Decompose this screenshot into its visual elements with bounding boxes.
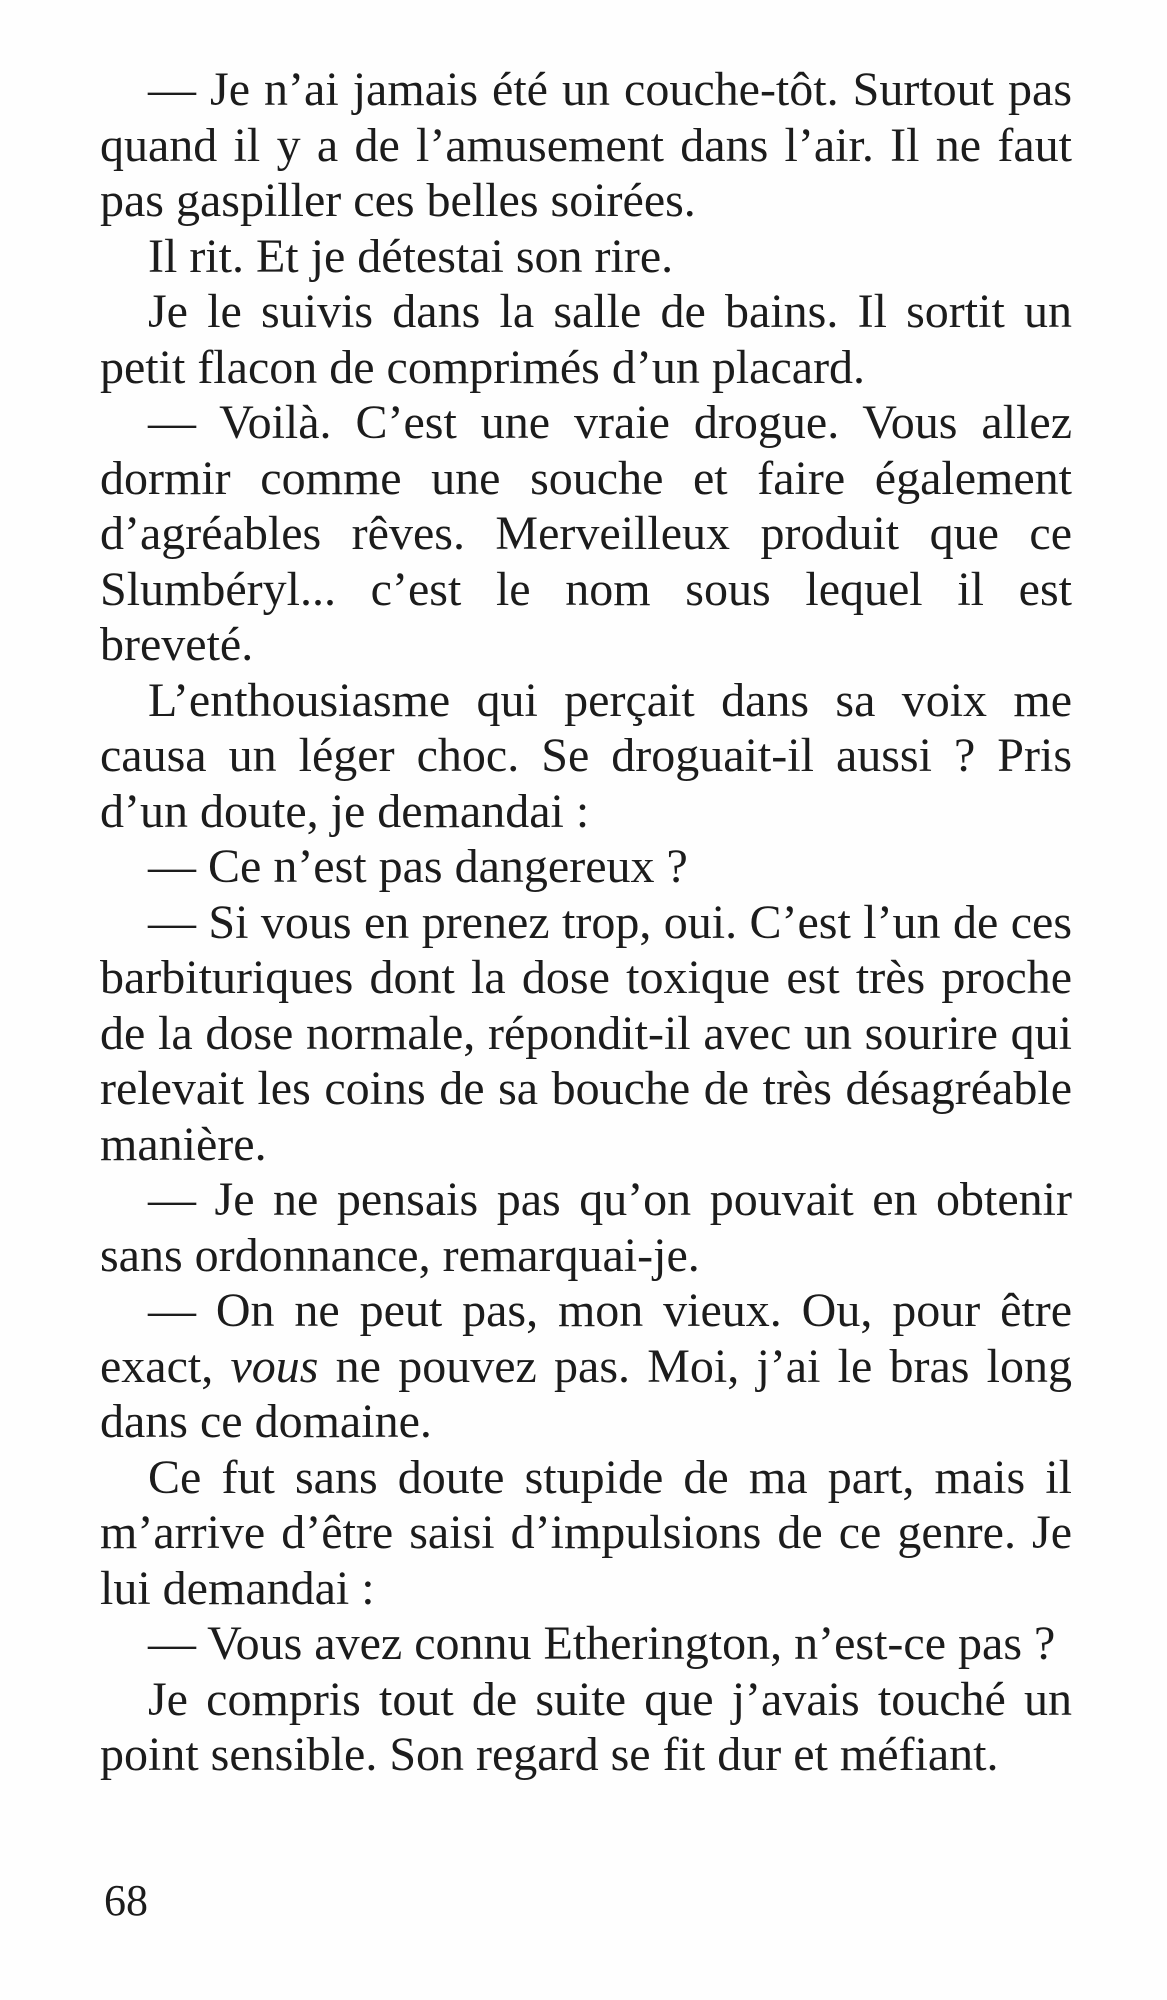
body-text bbox=[100, 62, 1072, 1783]
paragraph: — Si vous en prenez trop, oui. C’est l’un de ces barbituriques dont la dose toxique est très proche de la dose normale, répondit-il avec un sourire qui relevait les coins de sa bouche de très désagréable manière. bbox=[100, 895, 1072, 1171]
paragraph: — Vous avez connu Etherington, n’est-ce pas ? bbox=[148, 1617, 1056, 1670]
emphasis-word: vous bbox=[230, 1339, 319, 1393]
paragraph: Ce fut sans doute stupide de ma part, mais il m’arrive d’être saisi d’impulsions de ce genre. Je lui demandai : bbox=[100, 1450, 1072, 1615]
paragraph: Je le suivis dans la salle de bains. Il sortit un petit flacon de comprimés d’un placard. bbox=[100, 285, 1072, 394]
paragraph-text: — On ne peut pas, mon vieux. Ou, pour être exact, bbox=[100, 1284, 1072, 1393]
paragraph: L’enthousiasme qui perçait dans sa voix me causa un léger choc. Se droguait-il aussi ? Pris d’un doute, je demandai : bbox=[100, 673, 1072, 838]
paragraph-text: ne pouvez pas. Moi, j’ai le bras long dans ce domaine. bbox=[100, 1339, 1072, 1448]
paragraph: Je compris tout de suite que j’avais touché un point sensible. Son regard se fit dur et méfiant. bbox=[100, 1672, 1072, 1781]
paragraph: — Voilà. C’est une vraie drogue. Vous allez dormir comme une souche et faire également d’agréables rêves. Merveilleux produit que ce Slumbéryl... c’est le nom sous lequel il est breveté. bbox=[100, 396, 1072, 671]
paragraph-with-emphasis bbox=[100, 1283, 1072, 1450]
paragraph: — Je n’ai jamais été un couche-tôt. Surtout pas quand il y a de l’amusement dans l’air. Il ne faut pas gaspiller ces belles soirées. bbox=[100, 63, 1072, 227]
paragraph: — Ce n’est pas dangereux ? bbox=[148, 840, 688, 893]
paragraph: Il rit. Et je détestai son rire. bbox=[148, 229, 674, 283]
paragraph: — Je ne pensais pas qu’on pouvait en obtenir sans ordonnance, remarquai-je. bbox=[100, 1173, 1072, 1282]
page-number: 68 bbox=[104, 1876, 148, 1925]
